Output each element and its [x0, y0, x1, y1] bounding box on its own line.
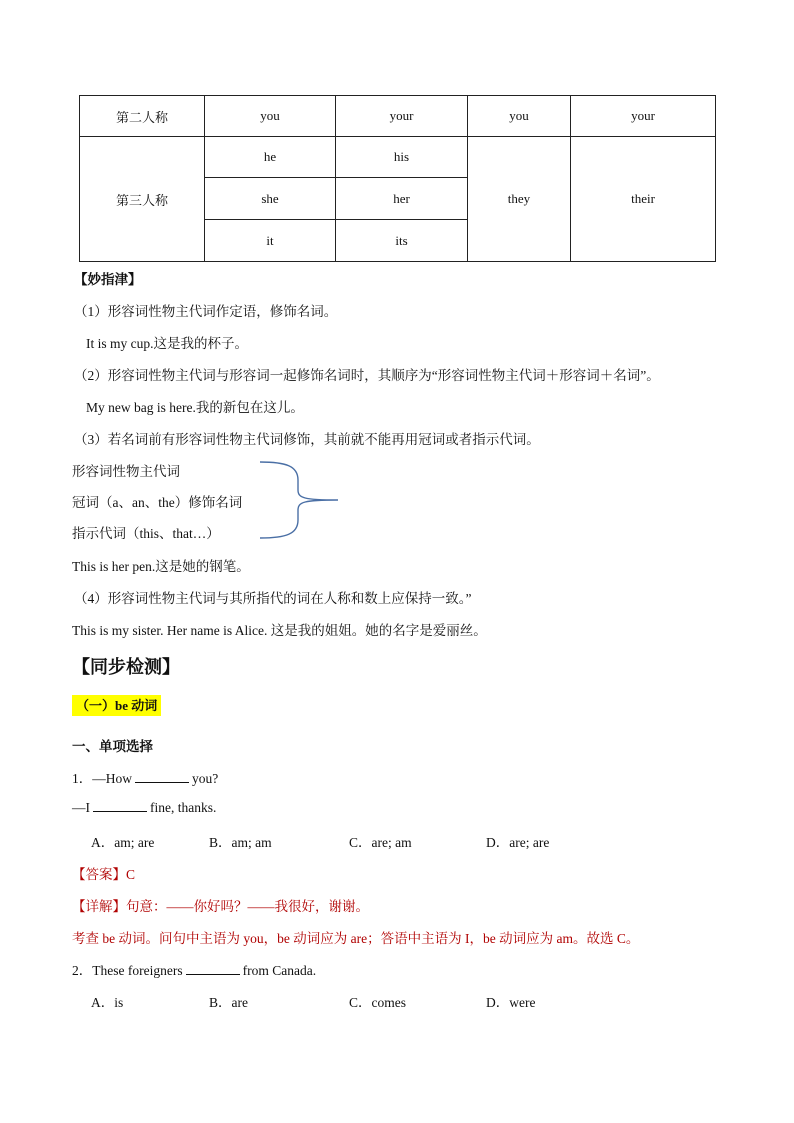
- q1-option-c: C．are; am: [349, 835, 412, 850]
- tip-2: （2）形容词性物主代词与形容词一起修饰名词时，其顺序为“形容词性物主代词＋形容词＋名词”。: [74, 368, 660, 383]
- table-cell: you: [468, 96, 571, 137]
- q2-option-d: D．were: [486, 995, 536, 1010]
- table-cell: you: [205, 96, 336, 137]
- q2-option-b: B．are: [209, 995, 248, 1010]
- answer-blank: [93, 799, 147, 812]
- table-cell: their: [571, 137, 716, 262]
- q1-answer: 【答案】C: [72, 867, 136, 882]
- table-cell: 第二人称: [80, 96, 205, 137]
- q2-text-b: from Canada.: [242, 963, 317, 978]
- brace-item-3: 指示代词（this、that…）: [72, 526, 220, 541]
- q1-option-b: B．am; am: [209, 835, 272, 850]
- q1-text-b: you?: [192, 771, 219, 786]
- table-cell: your: [571, 96, 716, 137]
- q1-text-c: —I: [72, 800, 90, 815]
- tip-1: （1）形容词性物主代词作定语，修饰名词。: [74, 304, 338, 319]
- answer-blank: [135, 770, 189, 783]
- table-cell: it: [205, 220, 336, 262]
- table-cell: her: [336, 178, 468, 220]
- table-cell: 第三人称: [80, 137, 205, 262]
- q1-detail: 【详解】句意：——你好吗？——我很好，谢谢。: [72, 899, 369, 914]
- q1-option-a: A．am; are: [91, 835, 155, 850]
- brace-item-1: 形容词性物主代词: [72, 464, 180, 479]
- pronoun-table: [79, 95, 716, 262]
- subsection-wrap: [72, 695, 161, 715]
- q2-option-c: C．comes: [349, 995, 406, 1010]
- answer-blank: [186, 962, 240, 975]
- table-row: [80, 96, 716, 137]
- table-cell: your: [336, 96, 468, 137]
- q1-explanation: 考查 be 动词。问句中主语为 you，be 动词应为 are；答语中主语为 I，be 动词应为 am。故选 C。: [72, 931, 640, 946]
- tip-4: （4）形容词性物主代词与其所指代的词在人称和数上应保持一致。”: [74, 591, 472, 606]
- table-cell: his: [336, 137, 468, 178]
- q1-text-d: fine, thanks.: [150, 800, 217, 815]
- q2-text-a: 2．These foreigners: [72, 963, 183, 978]
- question-2-stem: [72, 959, 316, 979]
- section-title: 【同步检测】: [72, 657, 180, 677]
- q1-option-d: D．are; are: [486, 835, 550, 850]
- table-cell: its: [336, 220, 468, 262]
- table-cell: they: [468, 137, 571, 262]
- table-cell: he: [205, 137, 336, 178]
- right-brace-icon: [256, 458, 346, 542]
- question-1-reply: [72, 799, 216, 816]
- tip-4-example: This is my sister. Her name is Alice. 这是我的姐姐。她的名字是爱丽丝。: [72, 623, 487, 638]
- q2-option-a: A．is: [91, 995, 124, 1010]
- tip-3: （3）若名词前有形容词性物主代词修饰，其前就不能再用冠词或者指示代词。: [74, 432, 540, 447]
- part-title: 一、单项选择: [72, 739, 153, 754]
- q1-text-a: 1．—How: [72, 771, 132, 786]
- tip-2-example: My new bag is here.我的新包在这儿。: [86, 400, 304, 415]
- table-row: [80, 137, 716, 178]
- tips-heading: 【妙指津】: [74, 272, 142, 287]
- subsection-title: （一）be 动词: [72, 695, 161, 716]
- question-1-stem: [72, 767, 218, 787]
- brace-item-2: 冠词（a、an、the）修饰名词: [72, 495, 243, 510]
- tip-3-example: This is her pen.这是她的钢笔。: [72, 559, 250, 574]
- table-cell: she: [205, 178, 336, 220]
- tip-1-example: It is my cup.这是我的杯子。: [86, 336, 248, 351]
